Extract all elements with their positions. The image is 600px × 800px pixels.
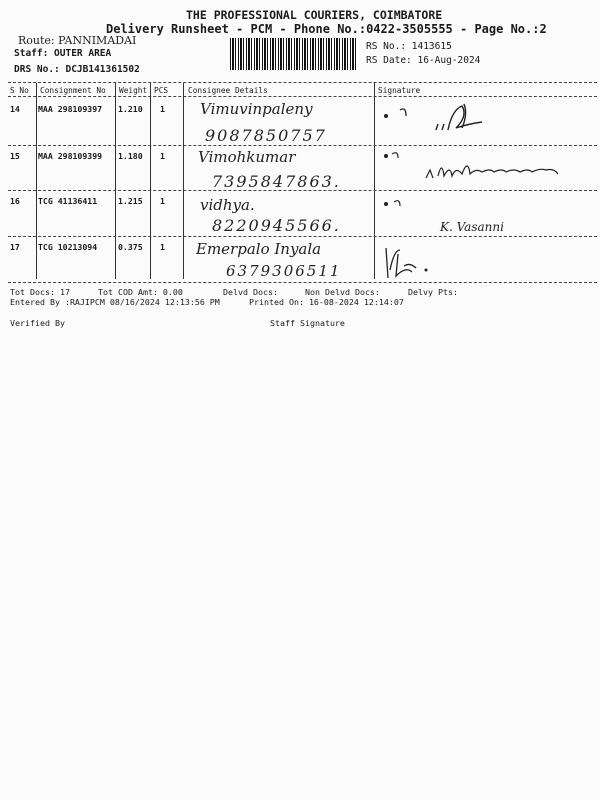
row-weight: 0.375	[118, 242, 143, 252]
consignee-phone: 9087850757	[205, 126, 327, 145]
drs-number: DRS No.: DCJB141361502	[14, 64, 140, 75]
col-header-consignment: Consignment No	[40, 86, 106, 95]
consignee-phone: 8220945566.	[212, 216, 341, 235]
col-header-weight: Weight	[119, 86, 148, 95]
staff-signature-label: Staff Signature	[270, 318, 345, 328]
delivered-docs: Delvd Docs:	[223, 287, 278, 297]
col-divider	[36, 83, 37, 279]
consignee-name: vidhya.	[200, 196, 255, 214]
row-consignment: MAA 298109397	[38, 104, 103, 114]
rs-number: RS No.: 1413615	[366, 41, 452, 52]
entered-by: Entered By :RAJIPCM 08/16/2024 12:13:56 PM	[10, 297, 220, 307]
row-sno: 14	[10, 104, 20, 114]
verified-by-label: Verified By	[10, 318, 65, 328]
row-sno: 15	[10, 151, 20, 161]
consignee-name: Vimohkumar	[198, 148, 296, 166]
row-pcs: 1	[160, 104, 165, 114]
row-sno: 16	[10, 196, 20, 206]
consignee-phone: 6379306511	[226, 262, 342, 280]
total-docs: Tot Docs: 17	[10, 287, 70, 297]
consignee-name: Emerpalo Inyala	[196, 240, 322, 258]
row-weight: 1.180	[118, 151, 143, 161]
staff-label: Staff: OUTER AREA	[14, 48, 112, 59]
row-weight: 1.215	[118, 196, 143, 206]
row-divider	[8, 236, 597, 237]
route-label: Route: PANNIMADAI	[18, 34, 137, 47]
signature-text: K. Vasanni	[440, 220, 504, 234]
row-consignment: TCG 41136411	[38, 196, 98, 206]
non-delivered-docs: Non Delvd Docs:	[305, 287, 380, 297]
row-pcs: 1	[160, 196, 165, 206]
barcode	[230, 38, 358, 70]
col-header-sno: S No	[10, 86, 29, 95]
signature-image	[380, 148, 592, 188]
col-divider	[115, 83, 116, 279]
row-weight: 1.210	[118, 104, 143, 114]
row-consignment: TCG 10213094	[38, 242, 98, 252]
row-divider	[8, 190, 597, 191]
delivery-points: Delvy Pts:	[408, 287, 458, 297]
signature-image	[380, 196, 410, 216]
col-divider	[183, 83, 184, 279]
col-header-signature: Signature	[378, 86, 421, 95]
rs-date: RS Date: 16-Aug-2024	[366, 55, 481, 66]
consignee-name: Vimuvinpaleny	[200, 100, 313, 118]
company-title: THE PROFESSIONAL COURIERS, COIMBATORE	[186, 8, 443, 22]
row-pcs: 1	[160, 242, 165, 252]
signature-image	[380, 96, 500, 142]
table-top-rule	[8, 82, 597, 83]
printed-on: Printed On: 16-08-2024 12:14:07	[249, 297, 404, 307]
col-divider	[150, 83, 151, 279]
row-divider	[8, 145, 597, 146]
signature-image	[380, 242, 440, 282]
col-divider	[374, 83, 375, 279]
row-sno: 17	[10, 242, 20, 252]
row-consignment: MAA 298109399	[38, 151, 103, 161]
table-header-rule	[8, 96, 597, 97]
table-bottom-rule	[8, 282, 597, 283]
total-cod-amount: Tot COD Amt: 0.00	[98, 287, 183, 297]
consignee-phone: 7395847863.	[212, 172, 341, 191]
row-pcs: 1	[160, 151, 165, 161]
runsheet-title: Delivery Runsheet - PCM - Phone No.:0422-3505555 - Page No.:2	[106, 22, 547, 36]
col-header-pcs: PCS	[154, 86, 169, 95]
col-header-consignee: Consignee Details	[188, 86, 268, 95]
